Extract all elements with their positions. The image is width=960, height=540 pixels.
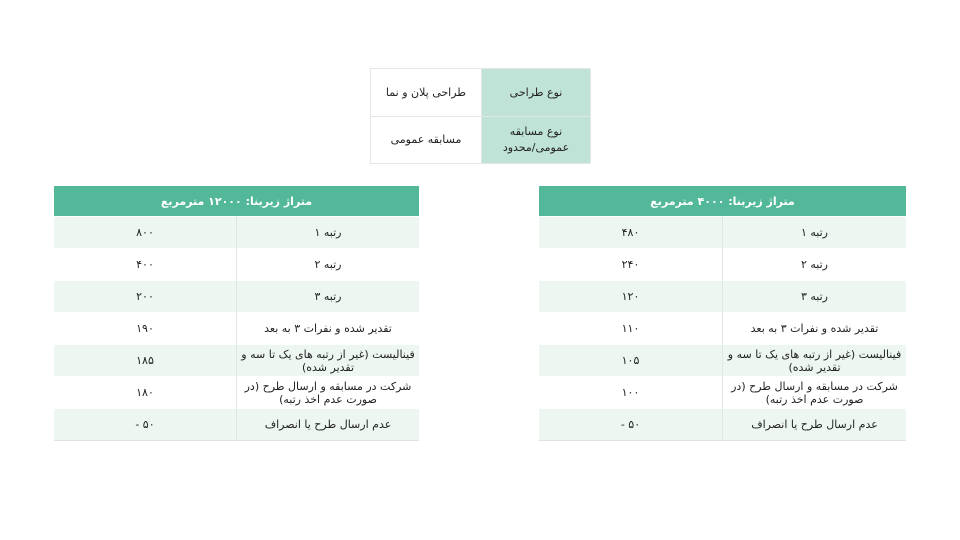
score-value: ۱۸۰ [54, 377, 237, 409]
score-value: ۴۰۰ [54, 249, 237, 281]
table-header: متراژ زیربنا: ۱۲۰۰۰ مترمربع [54, 186, 419, 217]
table-header-row [54, 186, 419, 217]
score-value: ۱۱۰ [539, 313, 723, 345]
rank-label: عدم ارسال طرح یا انصراف [723, 409, 907, 441]
scores-table-12000 [54, 186, 419, 441]
score-value: ۱۲۰ [539, 281, 723, 313]
table-row [539, 377, 906, 409]
table-header: متراژ زیربنا: ۴۰۰۰ مترمربع [539, 186, 906, 217]
score-value: ۲۴۰ [539, 249, 723, 281]
rank-label: شرکت در مسابقه و ارسال طرح (در صورت عدم اخذ رتبه) [723, 377, 907, 409]
table-row [54, 409, 419, 441]
score-value: ۱۹۰ [54, 313, 237, 345]
rank-label: تقدیر شده و نفرات ۳ به بعد [237, 313, 420, 345]
table-row [539, 313, 906, 345]
rank-label: فینالیست (غیر از رتبه های یک تا سه و تقدیر شده) [723, 345, 907, 377]
score-value: ۱۰۰ [539, 377, 723, 409]
table-header-row [539, 186, 906, 217]
table-row [54, 281, 419, 313]
table-row [539, 217, 906, 249]
table-row [539, 409, 906, 441]
competition-type-label [482, 117, 591, 164]
score-value: ۸۰۰ [54, 217, 237, 249]
table-row [54, 249, 419, 281]
score-value: ۱۸۵ [54, 345, 237, 377]
table-row [539, 345, 906, 377]
table-row [539, 249, 906, 281]
rank-label: رتبه ۳ [723, 281, 907, 313]
design-type-value: طراحی پلان و نما [371, 69, 482, 117]
info-row-design-type [371, 69, 591, 117]
table-row [54, 313, 419, 345]
rank-label: رتبه ۱ [723, 217, 907, 249]
rank-label: رتبه ۲ [723, 249, 907, 281]
rank-label: فینالیست (غیر از رتبه های یک تا سه و تقدیر شده) [237, 345, 420, 377]
table-row [539, 281, 906, 313]
scores-table-4000 [539, 186, 906, 441]
table-row [54, 217, 419, 249]
info-row-competition-type [371, 117, 591, 164]
rank-label: رتبه ۳ [237, 281, 420, 313]
rank-label: شرکت در مسابقه و ارسال طرح (در صورت عدم اخذ رتبه) [237, 377, 420, 409]
rank-label: عدم ارسال طرح یا انصراف [237, 409, 420, 441]
table-row [54, 345, 419, 377]
competition-type-value: مسابقه عمومی [371, 117, 482, 164]
rank-label: تقدیر شده و نفرات ۳ به بعد [723, 313, 907, 345]
score-value: ۲۰۰ [54, 281, 237, 313]
score-value: - ۵۰ [54, 409, 237, 441]
score-value: - ۵۰ [539, 409, 723, 441]
competition-type-label-text: نوع مسابقه عمومی/محدود [502, 125, 570, 154]
design-type-label: نوع طراحی [482, 69, 591, 117]
rank-label: رتبه ۲ [237, 249, 420, 281]
competition-info-table [370, 68, 591, 164]
score-value: ۴۸۰ [539, 217, 723, 249]
rank-label: رتبه ۱ [237, 217, 420, 249]
score-value: ۱۰۵ [539, 345, 723, 377]
table-row [54, 377, 419, 409]
